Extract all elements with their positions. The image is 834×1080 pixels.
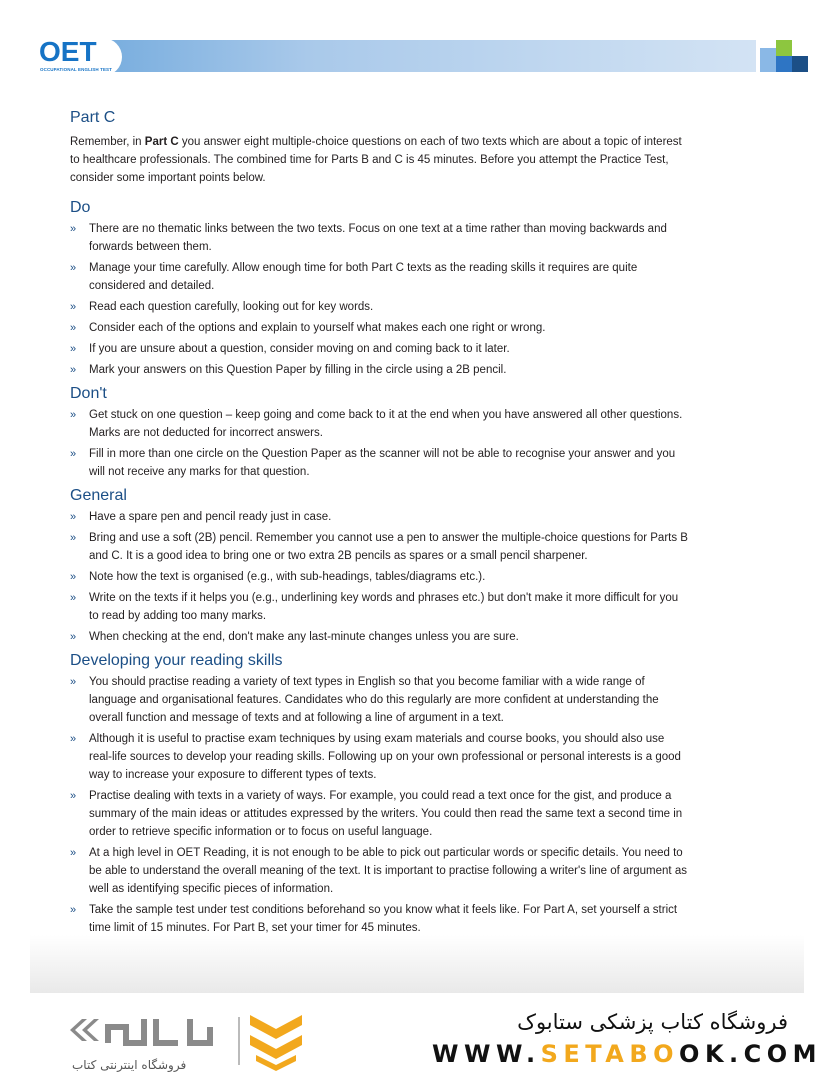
intro-text-rest: you answer eight multiple-choice questions on each of two texts which are about a topic of interest to healthcare professionals. The combined time for Parts B and C is 45 minutes. Before you attempt the Practice Test, consider some important points below. [70, 136, 682, 184]
setabook-logo-arrows [70, 1019, 99, 1041]
bullet-marker: » [70, 343, 77, 355]
list-item-text: Read each question carefully, looking out for key words. [89, 301, 374, 313]
section-title-developing: Developing your reading skills [70, 652, 283, 669]
watermark-url [432, 1040, 822, 1068]
list-item-text: You should practise reading a variety of text types in English so that you become familiar with a wide range of language and organisational features. Candidates who do this regularly are more confident at understanding the overall function and message of texts and at following a line of argument in a text. [89, 676, 659, 724]
list-item [70, 361, 690, 379]
bullet-marker: » [70, 511, 77, 523]
header-square-light [760, 48, 776, 72]
list-item [70, 298, 690, 316]
list-item [70, 589, 690, 625]
list-item-text: Consider each of the options and explain to yourself what makes each one right or wrong. [89, 322, 546, 334]
bullet-marker: » [70, 322, 77, 334]
dont-list [70, 406, 690, 481]
part-c-intro [70, 133, 690, 187]
list-item-text: At a high level in OET Reading, it is not enough to be able to pick out particular words or specific details. You need to be able to understand the overall meaning of the text. It is important to practise following a writer's line of argument as well as identifying specific pieces of information. [89, 847, 687, 895]
list-item-text: Note how the text is organised (e.g., with sub-headings, tables/diagrams etc.). [89, 571, 486, 583]
bullet-marker: » [70, 676, 77, 688]
watermark-title: فروشگاه کتاب پزشکی ستابوک [517, 1010, 788, 1034]
setabook-logo-subtitle: فروشگاه اینترنتی کتاب [72, 1058, 187, 1072]
list-item-text: Have a spare pen and pencil ready just in case. [89, 511, 332, 523]
bullet-marker: » [70, 733, 77, 745]
list-item [70, 508, 690, 526]
section-title-part-c: Part C [70, 109, 116, 126]
do-list [70, 220, 690, 379]
section-title-do: Do [70, 199, 91, 216]
list-item [70, 628, 690, 646]
bullet-marker: » [70, 904, 77, 916]
list-item-text: When checking at the end, don't make any last-minute changes unless you are sure. [89, 631, 519, 643]
list-item [70, 730, 690, 784]
page-header [0, 0, 834, 86]
bullet-marker: » [70, 223, 77, 235]
intro-text: Remember, in [70, 136, 145, 148]
list-item-text: Take the sample test under test conditions beforehand so you know what it feels like. For Part A, set yourself a strict time limit of 15 minutes. For Part B, set your timer for 45 minutes. [89, 904, 678, 934]
list-item [70, 529, 690, 565]
bullet-marker: » [70, 301, 77, 313]
bullet-marker: » [70, 532, 77, 544]
oet-logo-text: OET [39, 36, 97, 67]
bullet-marker: » [70, 448, 77, 460]
bullet-marker: » [70, 262, 77, 274]
bullet-marker: » [70, 571, 77, 583]
section-title-dont: Don't [70, 385, 107, 402]
list-item [70, 340, 690, 358]
developing-list [70, 673, 690, 937]
list-item-text: Bring and use a soft (2B) pencil. Remember you cannot use a pen to answer the multiple-choice questions for Parts B and C. It is a good idea to bring one or two extra 2B pencils as spares or a small pencil sharpener. [89, 532, 688, 562]
header-square-dark [792, 56, 808, 72]
footer-fade [30, 935, 804, 993]
list-item-text: Write on the texts if it helps you (e.g., underlining key words and phrases etc.) but don't make it more difficult for you to read by adding too many marks. [89, 592, 679, 622]
bullet-marker: » [70, 631, 77, 643]
list-item [70, 406, 690, 442]
list-item [70, 787, 690, 841]
bullet-marker: » [70, 364, 77, 376]
list-item [70, 673, 690, 727]
list-item [70, 568, 690, 586]
list-item-text: Manage your time carefully. Allow enough time for both Part C texts as the reading skills it requires are quite considered and detailed. [89, 262, 638, 292]
list-item-text: Mark your answers on this Question Paper by filling in the circle using a 2B pencil. [89, 364, 507, 376]
list-item-text: Get stuck on one question – keep going and come back to it at the end when you have answered all other questions. Marks are not deducted for incorrect answers. [89, 409, 683, 439]
bullet-marker: » [70, 592, 77, 604]
watermark-url-prefix: WWW. [432, 1040, 541, 1068]
list-item-text: Practise dealing with texts in a variety of ways. For example, you could read a text once for the gist, and produce a summary of the main ideas or attitudes expressed by the writers. You could then read the same text a second time in order to retrieve specific information or to focus on useful language. [89, 790, 683, 838]
setabook-logo-divider [238, 1017, 240, 1065]
bullet-marker: » [70, 790, 77, 802]
header-square-green [776, 40, 792, 56]
list-item [70, 844, 690, 898]
header-bar [66, 40, 756, 72]
list-item-text: Fill in more than one circle on the Question Paper as the scanner will not be able to recognise your answer and you will not receive any marks for that question. [89, 448, 676, 478]
list-item-text: There are no thematic links between the two texts. Focus on one text at a time rather than moving backwards and forwards between them. [89, 223, 667, 253]
watermark-url-highlight: SETABO [540, 1040, 680, 1068]
bullet-marker: » [70, 847, 77, 859]
list-item [70, 319, 690, 337]
list-item-text: Although it is useful to practise exam techniques by using exam materials and course books, you should also use real-life sources to develop your reading skills. Following up on your own professional or personal interests is a good way to increase your exposure to different types of texts. [89, 733, 681, 781]
document-body [70, 108, 690, 940]
section-title-general: General [70, 487, 127, 504]
list-item [70, 445, 690, 481]
oet-logo-subtitle: OCCUPATIONAL ENGLISH TEST [40, 67, 113, 72]
list-item [70, 901, 690, 937]
setabook-logo-chevrons [250, 1015, 302, 1071]
list-item [70, 220, 690, 256]
general-list [70, 508, 690, 646]
bullet-marker: » [70, 409, 77, 421]
watermark-url-suffix: OK.COM [679, 1040, 823, 1068]
list-item-text: If you are unsure about a question, consider moving on and coming back to it later. [89, 343, 510, 355]
list-item [70, 259, 690, 295]
intro-bold: Part C [144, 136, 179, 148]
setabook-logo-letters [108, 1019, 210, 1043]
